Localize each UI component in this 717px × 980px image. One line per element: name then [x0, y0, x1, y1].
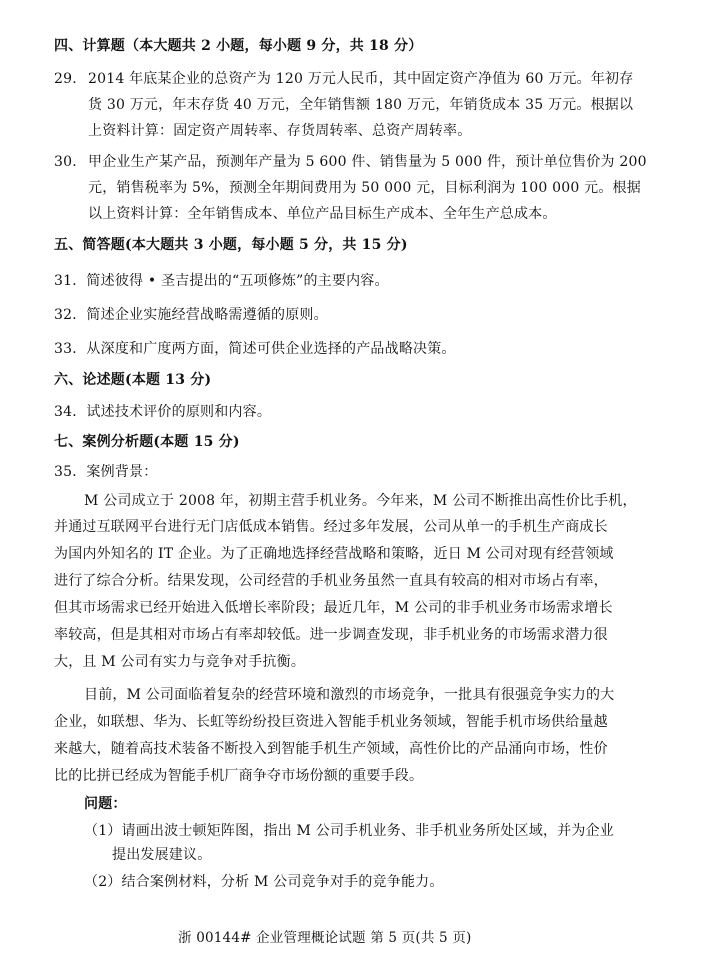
- question-29-line-1: 2014 年底某企业的总资产为 120 万元人民币，其中固定资产净值为 60 万元。年初存: [88, 71, 634, 87]
- questions-label: 问题：: [84, 796, 127, 812]
- case-paragraph-1-line-7: 大，且 M 公司有实力与竞争对手抗衡。: [54, 654, 306, 670]
- case-paragraph-2-line-1: 目前，M 公司面临着复杂的经营环境和激烈的市场竞争，一批具有很强竞争实力的大: [84, 687, 615, 703]
- sub-question-1-line-1: （1）请画出波士顿矩阵图，指出 M 公司手机业务、非手机业务所处区域，并为企业: [84, 823, 614, 839]
- question-33: 33．从深度和广度两方面，简述可供企业选择的产品战略决策。: [54, 341, 456, 357]
- question-31: 31．简述彼得 • 圣吉提出的“五项修炼”的主要内容。: [54, 273, 389, 289]
- question-35-label: 35．案例背景：: [54, 464, 158, 480]
- question-29-line-3: 上资料计算：固定资产周转率、存货周转率、总资产周转率。: [88, 123, 472, 139]
- section4-heading: 四、计算题（本大题共 2 小题，每小题 9 分，共 18 分）: [54, 38, 423, 54]
- question-29-number: 29.: [54, 71, 77, 87]
- section5-heading: 五、简答题(本大题共 3 小题，每小题 5 分，共 15 分): [54, 237, 408, 253]
- sub-question-2: （2）结合案例材料，分析 M 公司竞争对手的竞争能力。: [84, 874, 444, 890]
- page-footer: 浙 00144# 企业管理概论试题 第 5 页(共 5 页): [178, 930, 472, 946]
- case-paragraph-1-line-2: 并通过互联网平台进行无门店低成本销售。经过多年发展，公司从单一的手机生产商成长: [54, 519, 608, 535]
- case-paragraph-1-line-3: 为国内外知名的 IT 企业。为了正确地选择经营战略和策略，近日 M 公司对现有经营领域: [54, 546, 614, 562]
- case-paragraph-1-line-1: M 公司成立于 2008 年，初期主营手机业务。今年来，M 公司不断推出高性价比手机，: [84, 493, 637, 509]
- question-29-line-2: 货 30 万元，年末存货 40 万元，全年销售额 180 万元，年销货成本 35 万元。根据以: [88, 97, 634, 113]
- case-paragraph-1-line-4: 进行了综合分析。结果发现，公司经营的手机业务虽然一直具有较高的相对市场占有率，: [54, 573, 608, 589]
- question-30-line-3: 以上资料计算：全年销售成本、单位产品目标生产成本、全年生产总成本。: [88, 206, 557, 222]
- case-paragraph-1-line-5: 但其市场需求已经开始进入低增长率阶段；最近几年，M 公司的非手机业务市场需求增长: [54, 600, 613, 616]
- question-30-line-2: 元，销售税率为 5%，预测全年期间费用为 50 000 元，目标利润为 100 000 元。根据: [88, 180, 641, 196]
- sub-question-1-line-2: 提出发展建议。: [112, 847, 212, 863]
- question-32: 32．简述企业实施经营战略需遵循的原则。: [54, 307, 328, 323]
- case-paragraph-1-line-6: 率较高，但是其相对市场占有率却较低。进一步调查发现，非手机业务的市场需求潜力很: [54, 627, 608, 643]
- section7-heading: 七、案例分析题(本题 15 分): [54, 434, 240, 450]
- question-30-line-1: 甲企业生产某产品，预测年产量为 5 600 件、销售量为 5 000 件，预计单位售价为 200: [88, 154, 647, 170]
- question-34: 34．试述技术评价的原则和内容。: [54, 404, 272, 420]
- case-paragraph-2-line-3: 来越大，随着高技术装备不断投入到智能手机生产领域，高性价比的产品涌向市场，性价: [54, 741, 608, 757]
- case-paragraph-2-line-2: 企业，如联想、华为、长虹等纷纷投巨资进入智能手机业务领域，智能手机市场供给量越: [54, 714, 608, 730]
- section6-heading: 六、论述题(本题 13 分): [54, 372, 212, 388]
- question-30-number: 30.: [54, 154, 77, 170]
- case-paragraph-2-line-4: 比的比拼已经成为智能手机厂商争夺市场份额的重要手段。: [54, 768, 424, 784]
